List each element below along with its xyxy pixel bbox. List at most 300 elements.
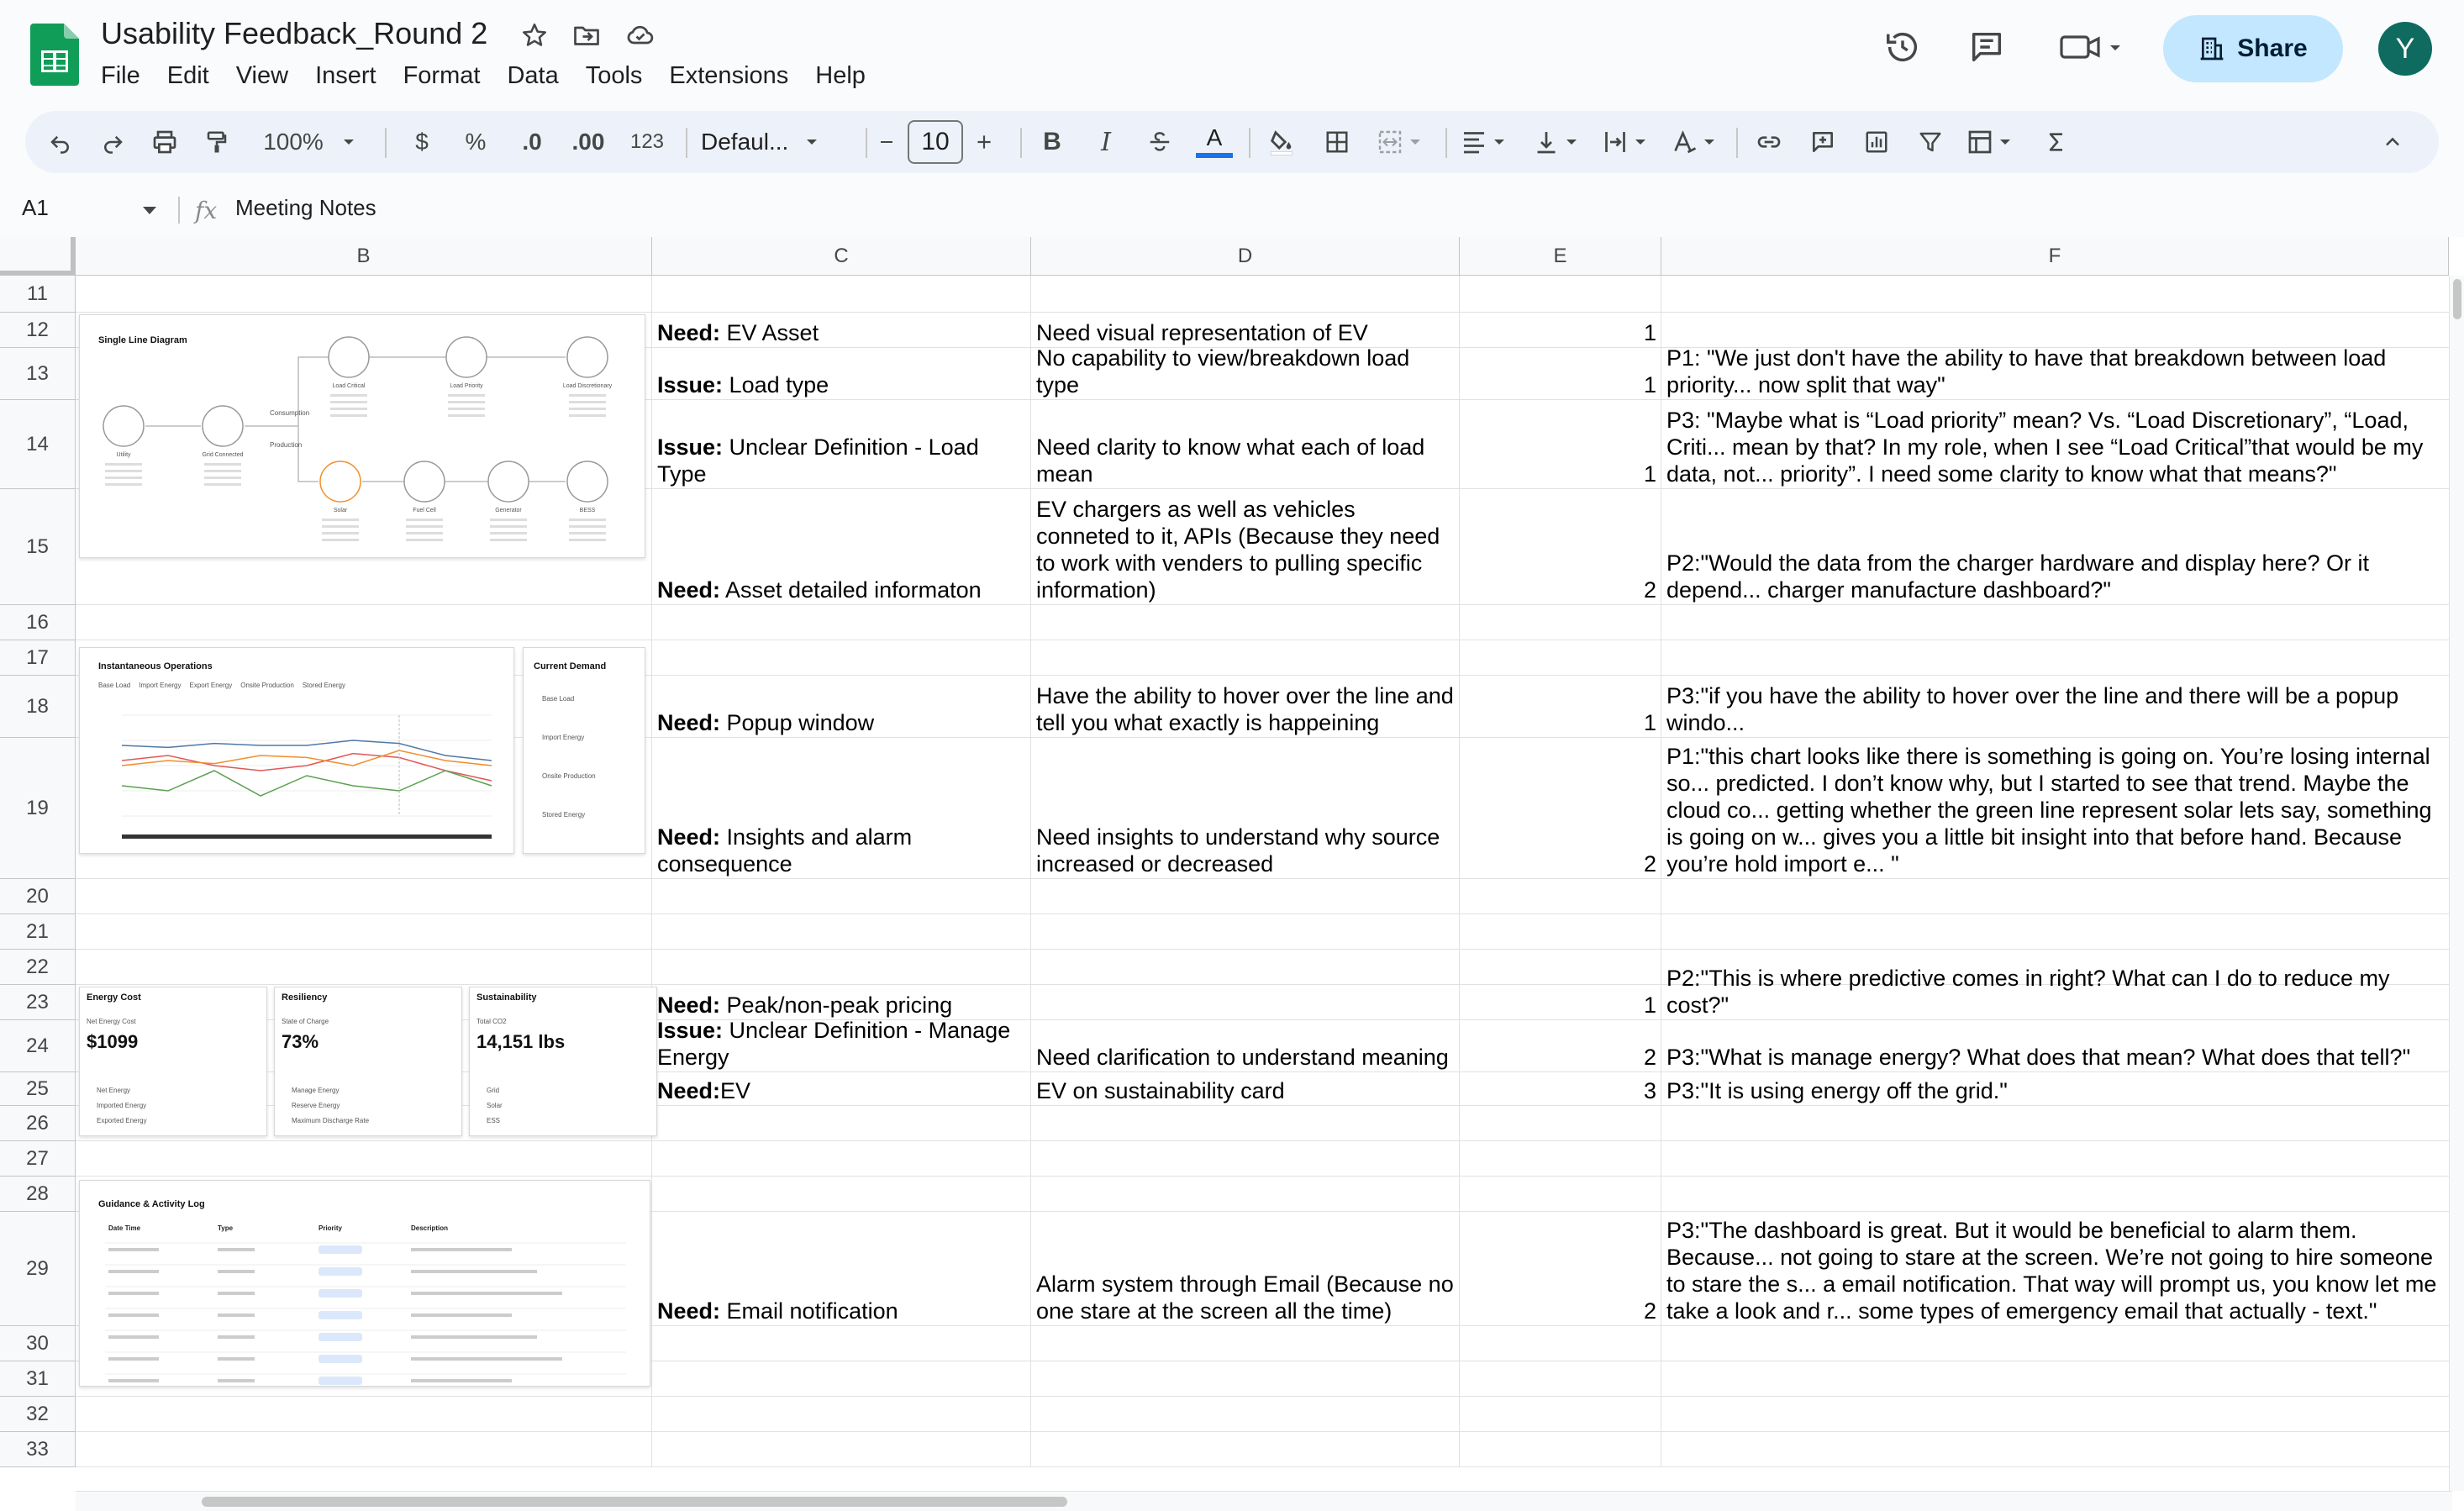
avatar[interactable]: Y bbox=[2378, 22, 2432, 76]
instantaneous-operations-image[interactable] bbox=[79, 647, 514, 854]
currency-format-button[interactable] bbox=[403, 111, 440, 173]
cell-d-value: Need clarity to know what each of load mean bbox=[1036, 434, 1425, 487]
priority-badge bbox=[319, 1333, 362, 1341]
cell-f[interactable] bbox=[1661, 1212, 2449, 1326]
row-header[interactable]: 11 bbox=[0, 276, 76, 313]
horizontal-scrollbar[interactable] bbox=[76, 1491, 2452, 1511]
row-header[interactable]: 12 bbox=[0, 313, 76, 348]
document-title[interactable]: Usability Feedback_Round 2 bbox=[101, 16, 488, 50]
current-demand-item: Onsite Production bbox=[542, 772, 596, 780]
cell-f[interactable] bbox=[1661, 313, 2449, 348]
cell-c-label: Need: bbox=[657, 320, 721, 345]
card-row-label: Imported Energy bbox=[97, 1102, 147, 1109]
diagram-node bbox=[446, 337, 487, 417]
cell-e-value: 2 bbox=[1643, 577, 1656, 603]
column-header-c[interactable]: C bbox=[652, 237, 1031, 276]
current-demand-item: Base Load bbox=[542, 695, 575, 703]
share-label: Share bbox=[2237, 34, 2308, 62]
functions-icon[interactable] bbox=[2035, 111, 2077, 173]
legend-item: Base Load bbox=[98, 682, 131, 689]
cell-d-value: Alarm system through Email (Because no one stare at the screen all the time) bbox=[1036, 1271, 1454, 1324]
cell-c[interactable] bbox=[652, 348, 1031, 400]
gridline bbox=[76, 1176, 2449, 1177]
cell-e-value: 3 bbox=[1643, 1078, 1656, 1103]
svg-text:Solar: Solar bbox=[333, 508, 348, 513]
cell-f-value: P1: "We just don't have the ability to have that breakdown between load priority... now split that way" bbox=[1666, 345, 2387, 397]
column-header-e[interactable]: E bbox=[1460, 237, 1661, 276]
row-header[interactable]: 25 bbox=[0, 1072, 76, 1106]
cell-c-label: Need: bbox=[657, 992, 721, 1018]
column-header-d[interactable]: D bbox=[1031, 237, 1460, 276]
svg-text:Utility: Utility bbox=[116, 452, 131, 458]
fx-icon: fx bbox=[195, 197, 218, 224]
star-icon[interactable] bbox=[518, 18, 551, 52]
row-header[interactable]: 32 bbox=[0, 1397, 76, 1432]
move-folder-icon[interactable] bbox=[570, 18, 603, 52]
cell-d[interactable] bbox=[1031, 1020, 1460, 1072]
cell-c-label: Need: bbox=[657, 1298, 721, 1324]
card-label: Net Energy Cost bbox=[87, 1018, 136, 1025]
cell-c-label: Issue: bbox=[657, 434, 724, 460]
current-demand-item: Stored Energy bbox=[542, 811, 586, 819]
cell-f[interactable] bbox=[1661, 1020, 2449, 1072]
ops-chart-title: Instantaneous Operations bbox=[98, 661, 213, 671]
card-title: Energy Cost bbox=[87, 992, 141, 1003]
row-header[interactable]: 27 bbox=[0, 1141, 76, 1177]
cell-e-value: 1 bbox=[1643, 372, 1656, 397]
cell-d[interactable] bbox=[1031, 313, 1460, 348]
cell-e[interactable] bbox=[1460, 676, 1661, 738]
comments-icon[interactable] bbox=[1963, 24, 2010, 71]
guidance-cell-placeholder bbox=[108, 1379, 159, 1382]
percent-label: % bbox=[465, 129, 487, 155]
svg-text:Generator: Generator bbox=[495, 508, 522, 513]
card-value: $1099 bbox=[87, 1031, 139, 1052]
toolbar-divider bbox=[1249, 128, 1250, 158]
print-icon[interactable] bbox=[146, 111, 183, 173]
cell-f-value: P2:"Would the data from the charger hardware and display here? Or it depend... charger manufacture dashboard?" bbox=[1666, 550, 2370, 603]
number-format-label: 123 bbox=[629, 130, 665, 153]
cell-c-value: Load type bbox=[723, 372, 829, 397]
guidance-cell-placeholder bbox=[108, 1335, 159, 1339]
cell-c-text bbox=[657, 371, 1026, 398]
row-header[interactable]: 30 bbox=[0, 1326, 76, 1361]
cell-c-text bbox=[657, 1298, 1026, 1324]
borders-icon[interactable] bbox=[1316, 111, 1358, 173]
priority-badge bbox=[319, 1377, 362, 1385]
guidance-cell-placeholder bbox=[108, 1270, 159, 1273]
gridline bbox=[76, 1466, 2449, 1467]
menu-edit[interactable]: Edit bbox=[166, 62, 209, 89]
text-color-icon[interactable]: A bbox=[1193, 111, 1235, 173]
cell-e[interactable] bbox=[1460, 738, 1661, 879]
card-title: Resiliency bbox=[282, 992, 328, 1003]
guidance-cell-placeholder bbox=[218, 1335, 255, 1339]
decrease-decimal-button[interactable] bbox=[511, 111, 553, 173]
vertical-scrollbar[interactable] bbox=[2449, 276, 2464, 1491]
ops-chart-canvas bbox=[80, 648, 515, 855]
percent-format-button[interactable] bbox=[457, 111, 494, 173]
row-header[interactable]: 33 bbox=[0, 1432, 76, 1467]
formula-bar bbox=[0, 185, 2464, 237]
cell-f[interactable] bbox=[1661, 738, 2449, 879]
legend-item: Export Energy bbox=[189, 682, 233, 689]
cell-f[interactable] bbox=[1661, 400, 2449, 489]
text-wrapping-icon[interactable] bbox=[1598, 111, 1657, 173]
cell-c-value: EV bbox=[720, 1078, 751, 1103]
diagram-node bbox=[103, 406, 144, 486]
row-header[interactable]: 15 bbox=[0, 489, 76, 605]
undo-icon[interactable] bbox=[42, 111, 79, 173]
title-bar bbox=[0, 0, 2464, 104]
meet-icon[interactable] bbox=[2054, 24, 2130, 71]
summary-card[interactable] bbox=[79, 987, 267, 1136]
card-row-label: ESS bbox=[487, 1117, 501, 1124]
guidance-cell-placeholder bbox=[218, 1357, 255, 1361]
guidance-title: Guidance & Activity Log bbox=[98, 1199, 205, 1209]
zoom-value: 100% bbox=[263, 129, 324, 155]
row-header[interactable]: 31 bbox=[0, 1361, 76, 1397]
card-row-label: Reserve Energy bbox=[292, 1102, 340, 1109]
diagram-node bbox=[320, 461, 361, 541]
font-size-decrease-icon[interactable] bbox=[871, 111, 903, 173]
sheets-logo-icon[interactable] bbox=[30, 24, 79, 86]
gridline bbox=[76, 1396, 2449, 1397]
cell-e[interactable] bbox=[1460, 1212, 1661, 1326]
select-all-corner[interactable] bbox=[0, 237, 76, 276]
guidance-cell-placeholder bbox=[411, 1335, 537, 1339]
sheet-grid[interactable] bbox=[0, 237, 2464, 1511]
toolbar-divider bbox=[866, 128, 867, 158]
cell-d-value: No capability to view/breakdown load type bbox=[1036, 345, 1410, 397]
cloud-status-icon[interactable] bbox=[624, 18, 657, 52]
card-row-label: Grid bbox=[487, 1087, 500, 1094]
name-box[interactable]: A1 bbox=[22, 195, 49, 220]
guidance-table-canvas bbox=[80, 1181, 651, 1387]
horizontal-align-icon[interactable] bbox=[1457, 111, 1516, 173]
cell-d-value: Need insights to understand why source increased or decreased bbox=[1036, 824, 1440, 877]
row-header[interactable]: 17 bbox=[0, 640, 76, 676]
menu-view[interactable]: View bbox=[235, 62, 289, 89]
cell-c[interactable] bbox=[652, 1212, 1031, 1326]
current-demand-image[interactable] bbox=[523, 647, 645, 854]
ops-series-line bbox=[122, 771, 492, 796]
diagram-node bbox=[488, 461, 529, 541]
cell-f[interactable] bbox=[1661, 966, 2449, 1020]
guidance-cell-placeholder bbox=[411, 1379, 512, 1382]
chevron-down-icon bbox=[339, 132, 359, 152]
cell-f[interactable] bbox=[1661, 345, 2449, 400]
diagram-node bbox=[404, 461, 445, 541]
guidance-activity-log-image[interactable] bbox=[79, 1180, 650, 1387]
insert-comment-icon[interactable] bbox=[1802, 111, 1844, 173]
guidance-column-header: Type bbox=[218, 1224, 234, 1232]
increase-decimal-button[interactable] bbox=[565, 111, 612, 173]
toolbar bbox=[25, 111, 2439, 173]
cell-e-value: 2 bbox=[1643, 1298, 1656, 1324]
text-color-swatch bbox=[1196, 153, 1233, 158]
cell-c-text bbox=[657, 1077, 1026, 1104]
cell-d[interactable] bbox=[1031, 489, 1460, 605]
text-rotation-icon[interactable] bbox=[1667, 111, 1726, 173]
cell-e[interactable] bbox=[1460, 489, 1661, 605]
font-select[interactable] bbox=[701, 111, 861, 173]
gridline bbox=[1030, 276, 1031, 1467]
formula-bar-divider bbox=[178, 197, 180, 224]
diagram-node bbox=[563, 337, 613, 417]
number-format-button[interactable] bbox=[622, 111, 672, 173]
guidance-cell-placeholder bbox=[411, 1357, 562, 1361]
cell-c[interactable] bbox=[652, 985, 1031, 1020]
cell-c-value: Insights and alarm consequence bbox=[657, 824, 913, 877]
paint-format-icon[interactable] bbox=[198, 111, 235, 173]
row-header[interactable]: 18 bbox=[0, 676, 76, 738]
row-header[interactable]: 13 bbox=[0, 348, 76, 400]
building-icon bbox=[2198, 35, 2225, 62]
guidance-cell-placeholder bbox=[411, 1314, 512, 1317]
italic-icon[interactable]: I bbox=[1101, 127, 1111, 157]
svg-text:Load Discretionary: Load Discretionary bbox=[562, 383, 613, 389]
cell-c-label: Need: bbox=[657, 710, 721, 735]
menu-tools[interactable]: Tools bbox=[585, 62, 643, 89]
filter-icon[interactable] bbox=[1909, 111, 1951, 173]
cell-f-value: P3:"if you have the ability to hover over the line and there will be a popup windo... bbox=[1666, 683, 2399, 735]
card-value: 73% bbox=[282, 1031, 319, 1052]
collapse-toolbar-icon[interactable] bbox=[2372, 111, 2414, 173]
cell-d-value: Need clarification to understand meaning bbox=[1036, 1045, 1449, 1070]
cell-d[interactable] bbox=[1031, 1212, 1460, 1326]
row-header[interactable]: 14 bbox=[0, 400, 76, 489]
diagram-node bbox=[329, 337, 369, 417]
cell-e-value: 1 bbox=[1643, 461, 1656, 487]
currency-label: $ bbox=[415, 129, 429, 155]
filter-views-icon[interactable] bbox=[1963, 111, 2022, 173]
cell-d[interactable] bbox=[1031, 676, 1460, 738]
row-header[interactable]: 16 bbox=[0, 605, 76, 640]
gridline bbox=[76, 1140, 2449, 1141]
guidance-cell-placeholder bbox=[218, 1248, 255, 1251]
cell-f-value: P1:"this chart looks like there is something is going on. You’re losing internal so... predicted. I don’t know why, but I started to see that trend. Maybe the cloud co... getting whether the green line represent solar lets say, something is going on w... gives you a little bit insight into that before hand. Because you’re hold import e... " bbox=[1666, 744, 2432, 877]
strikethrough-icon[interactable] bbox=[1141, 111, 1178, 173]
row-header[interactable]: 21 bbox=[0, 914, 76, 950]
cell-c-text bbox=[657, 709, 1026, 736]
cell-d[interactable] bbox=[1031, 345, 1460, 400]
cell-e-value: 2 bbox=[1643, 851, 1656, 877]
cell-f[interactable] bbox=[1661, 1072, 2449, 1106]
guidance-cell-placeholder bbox=[108, 1314, 159, 1317]
cell-c-value: Asset detailed informaton bbox=[720, 577, 982, 603]
insert-link-icon[interactable] bbox=[1748, 111, 1790, 173]
share-button[interactable] bbox=[2163, 15, 2343, 82]
cell-e[interactable] bbox=[1460, 313, 1661, 348]
diagram-canvas bbox=[80, 315, 646, 559]
cell-d[interactable] bbox=[1031, 400, 1460, 489]
cell-c-value: Unclear Definition - Load Type bbox=[657, 434, 979, 487]
toolbar-divider bbox=[1736, 128, 1738, 158]
cell-c-value: EV Asset bbox=[720, 320, 819, 345]
cell-c[interactable] bbox=[652, 489, 1031, 605]
current-demand-title: Current Demand bbox=[534, 661, 607, 671]
menu-extensions[interactable]: Extensions bbox=[669, 62, 789, 89]
cell-f[interactable] bbox=[1661, 489, 2449, 605]
card-label: Total CO2 bbox=[476, 1018, 507, 1025]
cell-d[interactable] bbox=[1031, 1072, 1460, 1106]
svg-text:Grid Connected: Grid Connected bbox=[202, 452, 244, 458]
cell-f-value: P3: "Maybe what is “Load priority” mean? Vs. “Load Discretionary”, “Load, Criti... mean by that? In my role, when I see “Load Critical”that would be my data, not... priority”. I need some clarity to know what that means?" bbox=[1666, 408, 2424, 487]
guidance-cell-placeholder bbox=[218, 1379, 255, 1382]
fill-color-icon[interactable] bbox=[1261, 111, 1303, 173]
menu-data[interactable]: Data bbox=[507, 62, 559, 89]
row-header[interactable]: 22 bbox=[0, 950, 76, 985]
svg-text:BESS: BESS bbox=[579, 508, 596, 513]
single-line-diagram-image[interactable] bbox=[79, 314, 645, 558]
consumption-label: Consumption bbox=[270, 409, 310, 417]
cell-c-label: Need: bbox=[657, 1078, 721, 1103]
diagram-node bbox=[567, 461, 608, 541]
guidance-column-header: Date Time bbox=[108, 1224, 141, 1232]
card-value: 14,151 lbs bbox=[476, 1031, 566, 1052]
row-header[interactable]: 26 bbox=[0, 1106, 76, 1141]
cell-d-value: EV on sustainability card bbox=[1036, 1078, 1285, 1103]
cell-c-text bbox=[657, 824, 1026, 877]
row-header[interactable]: 23 bbox=[0, 985, 76, 1020]
card-row-label: Net Energy bbox=[97, 1087, 131, 1094]
cell-c-text bbox=[657, 319, 1026, 346]
card-title: Sustainability bbox=[476, 992, 537, 1003]
cell-c[interactable] bbox=[652, 738, 1031, 879]
cell-c-value: Unclear Definition - Manage Energy bbox=[657, 1018, 1011, 1070]
merge-cells-icon[interactable] bbox=[1373, 111, 1432, 173]
menu-bar bbox=[87, 57, 879, 94]
card-row-label: Exported Energy bbox=[97, 1117, 147, 1124]
svg-text:Load Critical: Load Critical bbox=[332, 383, 366, 389]
guidance-cell-placeholder bbox=[218, 1314, 255, 1317]
gridline bbox=[1459, 276, 1460, 1467]
cell-c-text bbox=[657, 576, 1026, 603]
insert-chart-icon[interactable] bbox=[1856, 111, 1898, 173]
menu-file[interactable]: File bbox=[101, 62, 140, 89]
vertical-align-icon[interactable] bbox=[1529, 111, 1588, 173]
row-header[interactable]: 20 bbox=[0, 879, 76, 914]
cell-d-value: Have the ability to hover over the line and tell you what exactly is happeining bbox=[1036, 683, 1454, 735]
cell-d[interactable] bbox=[1031, 985, 1460, 1020]
cell-f[interactable] bbox=[1661, 676, 2449, 738]
priority-badge bbox=[319, 1289, 362, 1298]
diagram-node bbox=[202, 406, 243, 486]
svg-text:Load Priority: Load Priority bbox=[450, 383, 483, 389]
menu-format[interactable]: Format bbox=[403, 62, 481, 89]
legend-item: Onsite Production bbox=[240, 682, 294, 689]
guidance-cell-placeholder bbox=[218, 1270, 255, 1273]
gridline bbox=[651, 276, 652, 1467]
guidance-cell-placeholder bbox=[411, 1270, 537, 1273]
chevron-down-icon bbox=[802, 132, 822, 152]
version-history-icon[interactable] bbox=[1879, 24, 1926, 71]
cell-e-value: 1 bbox=[1643, 710, 1656, 735]
toolbar-divider bbox=[686, 128, 687, 158]
bold-icon[interactable]: B bbox=[1043, 128, 1061, 155]
horizontal-scroll-thumb[interactable] bbox=[202, 1497, 1067, 1507]
guidance-column-header: Priority bbox=[319, 1224, 343, 1232]
cell-e[interactable] bbox=[1460, 348, 1661, 400]
cell-f-value: P2:"This is where predictive comes in right? What can I do to reduce my cost?" bbox=[1666, 966, 2390, 1018]
cell-e-value: 1 bbox=[1643, 320, 1656, 345]
cell-d[interactable] bbox=[1031, 738, 1460, 879]
legend-item: Import Energy bbox=[139, 682, 182, 689]
guidance-cell-placeholder bbox=[108, 1292, 159, 1295]
production-label: Production bbox=[270, 441, 303, 449]
row-header[interactable]: 28 bbox=[0, 1177, 76, 1212]
cell-c-value: Peak/non-peak pricing bbox=[720, 992, 953, 1018]
cell-c-label: Need: bbox=[657, 577, 721, 603]
cell-c[interactable] bbox=[652, 1020, 1031, 1072]
summary-card[interactable] bbox=[469, 987, 657, 1136]
cell-e-value: 1 bbox=[1643, 992, 1656, 1018]
decrease-decimal-label: .0 bbox=[522, 129, 542, 155]
legend-item: Stored Energy bbox=[302, 682, 345, 689]
cell-e[interactable] bbox=[1460, 985, 1661, 1020]
cell-c-value: Email notification bbox=[720, 1298, 898, 1324]
increase-decimal-label: .00 bbox=[571, 129, 605, 155]
gridline bbox=[76, 913, 2449, 914]
cell-c[interactable] bbox=[652, 313, 1031, 348]
row-header[interactable]: 19 bbox=[0, 738, 76, 879]
formula-input[interactable]: Meeting Notes bbox=[235, 195, 376, 220]
card-row-label: Manage Energy bbox=[292, 1087, 340, 1094]
cell-e[interactable] bbox=[1460, 400, 1661, 489]
menu-insert[interactable]: Insert bbox=[315, 62, 376, 89]
menu-help[interactable]: Help bbox=[815, 62, 866, 89]
chevron-down-icon[interactable] bbox=[141, 205, 158, 217]
cell-c[interactable] bbox=[652, 400, 1031, 489]
priority-badge bbox=[319, 1267, 362, 1276]
cell-c-value: Popup window bbox=[720, 710, 875, 735]
guidance-cell-placeholder bbox=[108, 1248, 159, 1251]
card-row-label: Solar bbox=[487, 1102, 503, 1109]
cell-d-value: EV chargers as well as vehicles conneted to it, APIs (Because they need to work with venders to pulling specific information) bbox=[1036, 497, 1440, 603]
font-size-input[interactable]: 10 bbox=[908, 120, 963, 164]
font-name: Defaul... bbox=[701, 129, 789, 155]
cell-e[interactable] bbox=[1460, 1072, 1661, 1106]
guidance-cell-placeholder bbox=[411, 1292, 562, 1295]
toolbar-divider bbox=[1445, 128, 1447, 158]
cell-c[interactable] bbox=[652, 676, 1031, 738]
row-header[interactable]: 29 bbox=[0, 1212, 76, 1326]
priority-badge bbox=[319, 1245, 362, 1254]
column-header-b[interactable]: B bbox=[76, 237, 652, 276]
cell-c-text bbox=[657, 1017, 1026, 1071]
summary-card[interactable] bbox=[274, 987, 462, 1136]
card-row-label: Maximum Discharge Rate bbox=[292, 1117, 370, 1124]
zoom-select[interactable] bbox=[261, 111, 361, 173]
font-size-increase-icon[interactable] bbox=[968, 111, 1000, 173]
priority-badge bbox=[319, 1355, 362, 1363]
card-label: State of Charge bbox=[282, 1018, 329, 1025]
cell-e-value: 2 bbox=[1643, 1045, 1656, 1070]
cell-f-value: P3:"What is manage energy? What does that mean? What does that tell?" bbox=[1666, 1045, 2411, 1070]
column-header-f[interactable]: F bbox=[1661, 237, 2449, 276]
cell-c-text bbox=[657, 434, 1026, 487]
row-header[interactable]: 24 bbox=[0, 1020, 76, 1072]
priority-badge bbox=[319, 1311, 362, 1319]
cell-e[interactable] bbox=[1460, 1020, 1661, 1072]
redo-icon[interactable] bbox=[94, 111, 131, 173]
toolbar-divider bbox=[385, 128, 387, 158]
vertical-scroll-thumb[interactable] bbox=[2453, 279, 2461, 319]
cell-c[interactable] bbox=[652, 1072, 1031, 1106]
cell-c-label: Need: bbox=[657, 824, 721, 850]
cell-f-value: P3:"It is using energy off the grid." bbox=[1666, 1078, 2008, 1103]
